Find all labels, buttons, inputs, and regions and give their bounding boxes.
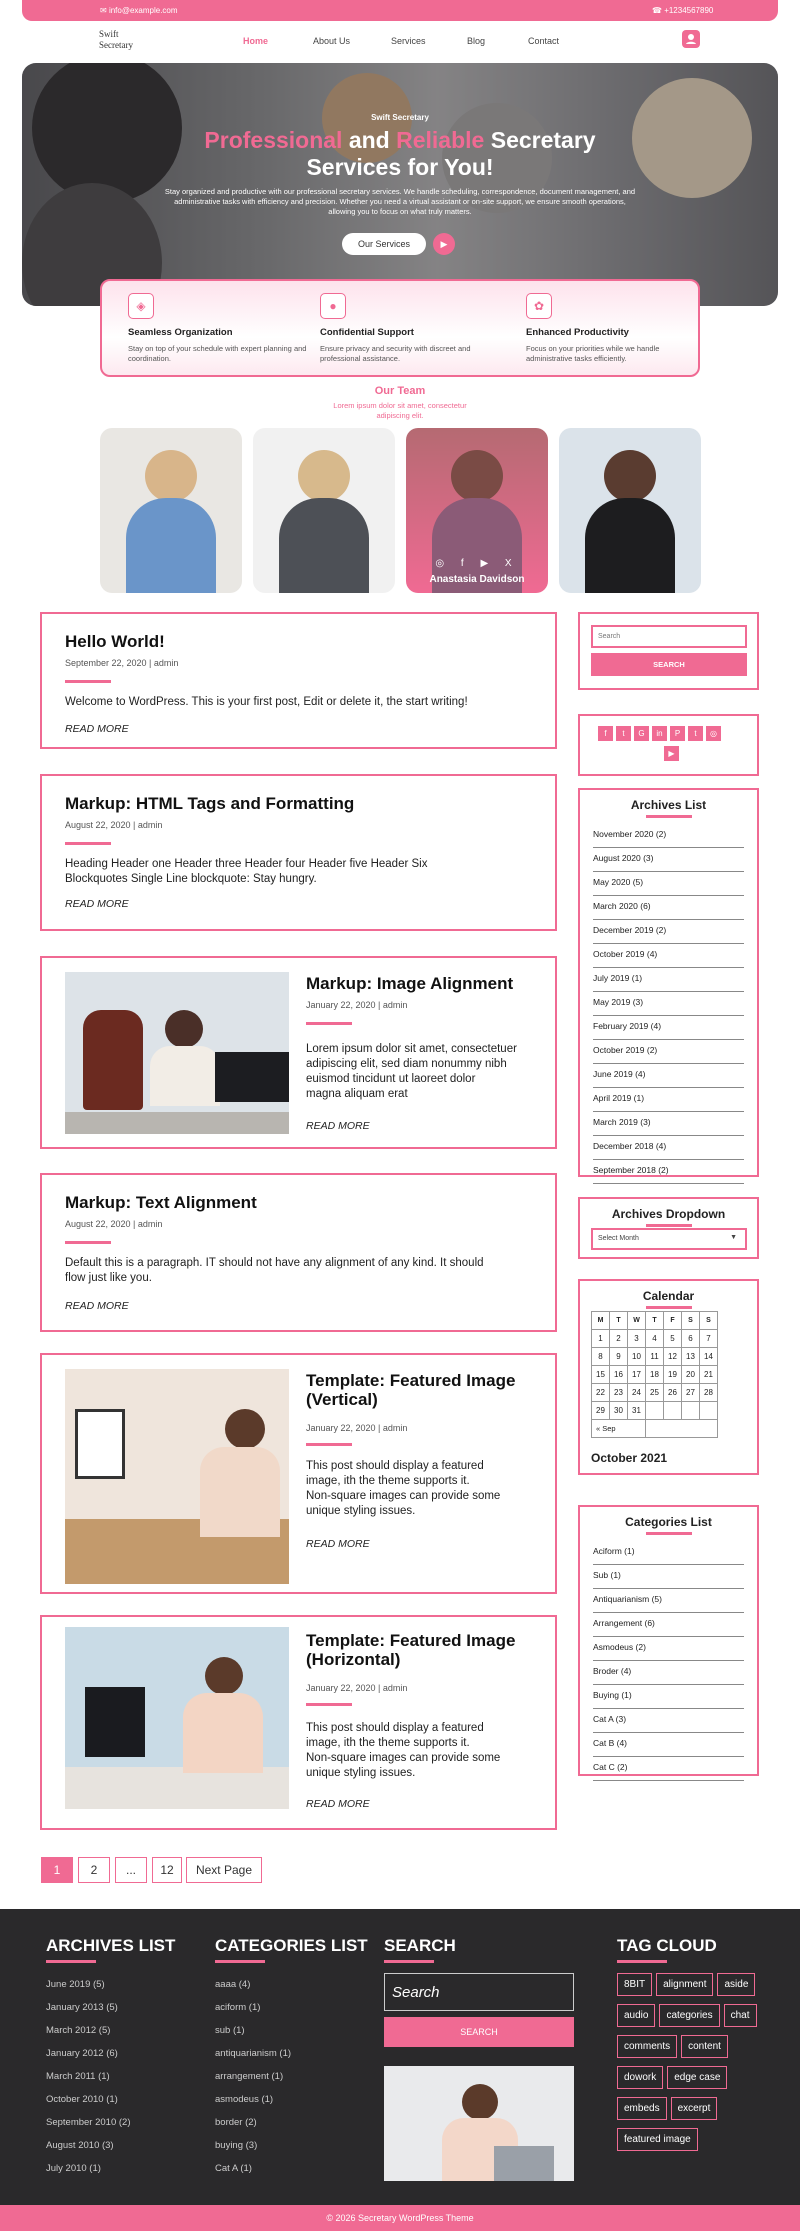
logo-line2: Secretary	[99, 40, 133, 50]
calendar-day: 31	[628, 1402, 646, 1420]
post-excerpt-line: This post should display a featured	[306, 1460, 484, 1472]
sidebar-archives	[578, 788, 759, 1177]
calendar-day	[664, 1402, 682, 1420]
team-photo	[451, 450, 503, 502]
footer-category-link[interactable]: aaaa (4)	[215, 1979, 251, 1990]
calendar-day: 12	[664, 1348, 682, 1366]
calendar-day: 17	[628, 1366, 646, 1384]
footer-tags	[617, 1936, 777, 2159]
feature-desc: Stay on top of your schedule with expert planning and coordination.	[128, 344, 307, 363]
title-underline	[65, 680, 111, 683]
tag-link[interactable]: aside	[717, 1973, 755, 1996]
category-link[interactable]: Sub (1)	[593, 1565, 744, 1589]
calendar-day: 2	[610, 1330, 628, 1348]
archive-link[interactable]: April 2019 (1)	[593, 1088, 744, 1112]
tumblr-icon[interactable]: t	[688, 726, 703, 741]
chevron-down-icon: ▼	[730, 1234, 737, 1241]
calendar-week-row	[592, 1402, 718, 1420]
post-excerpt-line: Non-square images can provide some	[306, 1490, 501, 1502]
widget-title: Calendar	[642, 1289, 695, 1303]
tag-link[interactable]: embeds	[617, 2097, 667, 2120]
calendar-day: 11	[646, 1348, 664, 1366]
post-excerpt	[306, 1459, 500, 1519]
tag-cloud	[617, 1973, 777, 2159]
copyright-text: © 2026 Secretary WordPress Theme	[0, 2205, 800, 2231]
post-image[interactable]	[65, 972, 289, 1134]
category-link[interactable]: Arrangement (6)	[593, 1613, 744, 1637]
hero-title-pink: Reliable	[396, 127, 485, 153]
category-link[interactable]: Asmodeus (2)	[593, 1637, 744, 1661]
footer-archives	[46, 1936, 175, 2180]
calendar-day-header: F	[664, 1312, 682, 1330]
archive-link[interactable]: February 2019 (4)	[593, 1016, 744, 1040]
social-icons[interactable]: ◎ f ▶ X	[435, 558, 519, 569]
archive-link[interactable]: September 2018 (2)	[593, 1160, 744, 1184]
team-heading: Our Team	[374, 385, 426, 397]
footer-archive-link[interactable]: March 2011 (1)	[46, 2071, 110, 2082]
footer-category-link[interactable]: asmodeus (1)	[215, 2094, 274, 2105]
phone-link[interactable]: ☎ +1234567890	[652, 6, 714, 15]
calendar-day: 19	[664, 1366, 682, 1384]
post-title[interactable]: Hello World!	[65, 632, 165, 651]
footer-category-link[interactable]: border (2)	[215, 2117, 257, 2128]
google-plus-icon[interactable]: G	[634, 726, 649, 741]
post-title-line: Template: Featured Image	[306, 1631, 516, 1650]
team-subtitle-line: adipiscing elit.	[376, 411, 424, 420]
post-excerpt-line: Blockquotes Single Line blockquote: Stay hungry.	[65, 873, 317, 885]
post-card	[40, 1353, 557, 1594]
calendar-day: 25	[646, 1384, 664, 1402]
page-1-button[interactable]: 1	[41, 1857, 73, 1883]
calendar-day: 5	[664, 1330, 682, 1348]
read-more-link[interactable]: READ MORE	[306, 1798, 370, 1810]
features-box	[100, 279, 700, 377]
pinterest-icon[interactable]: P	[670, 726, 685, 741]
post-excerpt-line: magna aliquam erat	[306, 1088, 408, 1100]
category-link[interactable]: Antiquarianism (5)	[593, 1589, 744, 1613]
footer-heading: TAG CLOUD	[617, 1936, 717, 1955]
team-photo	[126, 498, 216, 593]
tag-link[interactable]: alignment	[656, 1973, 713, 1996]
team-photo	[298, 450, 350, 502]
post-excerpt-line: adipiscing elit, sed diam nonummy nibh	[306, 1058, 507, 1070]
nav-about[interactable]: About Us	[313, 36, 351, 46]
footer-archives-list	[46, 1973, 175, 2180]
post-title-line: Template: Featured Image	[306, 1371, 516, 1390]
team-card-featured[interactable]	[406, 428, 548, 593]
calendar-day: 30	[610, 1402, 628, 1420]
post-title[interactable]	[306, 1631, 515, 1669]
footer-image	[384, 2066, 574, 2181]
widget-title: Categories List	[625, 1515, 712, 1529]
sidebar-search	[578, 612, 759, 690]
feature-desc: Focus on your priorities while we handle administrative tasks efficiently.	[526, 344, 660, 363]
calendar-week-row	[592, 1384, 718, 1402]
site-logo[interactable]	[99, 29, 133, 51]
team-member-name: Anastasia Davidson	[429, 574, 525, 585]
calendar-day-header: T	[646, 1312, 664, 1330]
post-excerpt-line: image, ith the theme supports it.	[306, 1737, 470, 1749]
footer-category-link[interactable]: Cat A (1)	[215, 2163, 252, 2174]
team-card[interactable]	[100, 428, 242, 593]
hero-title-rest: Secretary	[490, 127, 596, 153]
calendar-day: 29	[592, 1402, 610, 1420]
post-excerpt	[306, 1042, 517, 1102]
hero-title-and: and	[348, 127, 390, 153]
archive-link[interactable]: May 2020 (5)	[593, 872, 744, 896]
play-icon[interactable]: ▶	[433, 233, 455, 255]
footer-category-link[interactable]: sub (1)	[215, 2025, 245, 2036]
top-bar	[22, 0, 778, 21]
nav-blog[interactable]: Blog	[467, 36, 486, 46]
calendar-day-header: M	[592, 1312, 610, 1330]
footer-archive-link[interactable]: January 2012 (6)	[46, 2048, 118, 2059]
calendar-day: 23	[610, 1384, 628, 1402]
our-services-button[interactable]: Our Services	[342, 233, 426, 255]
footer-archive-link[interactable]: March 2012 (5)	[46, 2025, 111, 2036]
layers-icon: ◈	[128, 293, 154, 319]
calendar-day: 9	[610, 1348, 628, 1366]
footer-archive-link[interactable]: September 2010 (2)	[46, 2117, 131, 2128]
hero-subtitle: Swift Secretary	[371, 113, 429, 122]
email-link[interactable]: ✉ info@example.com	[100, 6, 178, 15]
post-title[interactable]: Markup: HTML Tags and Formatting	[65, 794, 355, 813]
footer-categories-list	[215, 1973, 368, 2180]
calendar-week-row	[592, 1348, 718, 1366]
page-2-button[interactable]: 2	[78, 1857, 110, 1883]
tag-link[interactable]: edge case	[667, 2066, 727, 2089]
sidebar-categories	[578, 1505, 759, 1776]
tag-link[interactable]: comments	[617, 2035, 677, 2058]
sidebar-calendar	[578, 1279, 759, 1475]
gear-icon: ✿	[526, 293, 552, 319]
hero-overlay	[22, 63, 778, 306]
footer-heading: SEARCH	[384, 1936, 456, 1955]
instagram-icon[interactable]: ◎	[706, 726, 721, 741]
nav-home[interactable]: Home	[243, 36, 269, 46]
post-image[interactable]	[65, 1369, 289, 1584]
widget-underline	[646, 815, 692, 818]
widget-underline	[646, 1532, 692, 1535]
archive-link[interactable]: March 2019 (3)	[593, 1112, 744, 1136]
post-meta: January 22, 2020 | admin	[306, 1000, 408, 1010]
post-excerpt-line: Default this is a paragraph. IT should not have any alignment of any kind. It should	[65, 1257, 484, 1269]
category-link[interactable]: Aciform (1)	[593, 1541, 744, 1565]
page-ellipsis: ...	[115, 1857, 147, 1883]
post-title[interactable]: Markup: Image Alignment	[306, 974, 514, 993]
calendar-prev-link[interactable]: « Sep	[592, 1420, 646, 1438]
archive-link[interactable]: November 2020 (2)	[593, 824, 744, 848]
hero-banner	[22, 63, 778, 306]
email-text: info@example.com	[108, 6, 178, 15]
title-underline	[306, 1022, 352, 1025]
post-meta: January 22, 2020 | admin	[306, 1683, 408, 1693]
calendar-header-row	[592, 1312, 718, 1330]
footer-categories	[215, 1936, 368, 2180]
calendar-day-header: S	[700, 1312, 718, 1330]
post-card	[40, 1173, 557, 1332]
calendar-day: 24	[628, 1384, 646, 1402]
post-excerpt-line: image, ith the theme supports it.	[306, 1475, 470, 1487]
youtube-icon[interactable]: ▶	[664, 746, 679, 761]
archive-link[interactable]: March 2020 (6)	[593, 896, 744, 920]
footer-archive-link[interactable]: July 2010 (1)	[46, 2163, 101, 2174]
read-more-link[interactable]: READ MORE	[65, 723, 129, 735]
footer-category-link[interactable]: antiquarianism (1)	[215, 2048, 292, 2059]
archives-list	[580, 824, 757, 1184]
post-meta: September 22, 2020 | admin	[65, 658, 179, 668]
feature-title: Seamless Organization	[128, 327, 233, 338]
post-excerpt-line: This post should display a featured	[306, 1722, 484, 1734]
read-more-link[interactable]: READ MORE	[65, 898, 129, 910]
category-link[interactable]: Broder (4)	[593, 1661, 744, 1685]
post-excerpt	[65, 857, 427, 887]
footer-underline	[617, 1960, 667, 1963]
calendar-month: October 2021	[591, 1451, 668, 1465]
team-photo	[145, 450, 197, 502]
widget-title: Archives List	[630, 798, 707, 812]
archive-link[interactable]: December 2019 (2)	[593, 920, 744, 944]
team-card[interactable]	[253, 428, 395, 593]
title-underline	[65, 842, 111, 845]
tag-link[interactable]: 8BIT	[617, 1973, 652, 1996]
page-12-button[interactable]: 12	[152, 1857, 182, 1883]
user-icon[interactable]	[682, 30, 700, 48]
calendar-day: 21	[700, 1366, 718, 1384]
tag-link[interactable]: featured image	[617, 2128, 698, 2151]
calendar-day: 15	[592, 1366, 610, 1384]
title-underline	[306, 1703, 352, 1706]
post-excerpt-line: flow just like you.	[65, 1272, 152, 1284]
post-meta: August 22, 2020 | admin	[65, 1219, 163, 1229]
footer-heading: ARCHIVES LIST	[46, 1936, 176, 1955]
footer-archive-link[interactable]: June 2019 (5)	[46, 1979, 105, 1990]
post-excerpt	[65, 1256, 484, 1286]
hero-description: Stay organized and productive with our professional secretary services. We handle scheduling, correspondence, document management, and administrative tasks with efficiency and precision. Whether you need a virtual assistant or on-site support, we ensure smooth operations, allowing you to focus on what truly matters.	[164, 187, 636, 216]
post-excerpt-line: Non-square images can provide some	[306, 1752, 501, 1764]
category-link[interactable]: Cat A (3)	[593, 1709, 744, 1733]
team-photo	[604, 450, 656, 502]
feature-desc: Ensure privacy and security with discreet and professional assistance.	[320, 344, 471, 363]
archive-link[interactable]: October 2019 (4)	[593, 944, 744, 968]
post-title-line: (Vertical)	[306, 1390, 378, 1409]
post-title[interactable]: Markup: Text Alignment	[65, 1193, 257, 1212]
title-underline	[306, 1443, 352, 1446]
calendar-day	[682, 1402, 700, 1420]
facebook-icon[interactable]: f	[598, 726, 613, 741]
footer-underline	[46, 1960, 96, 1963]
tag-link[interactable]: categories	[659, 2004, 719, 2027]
calendar-day-header: W	[628, 1312, 646, 1330]
team-subtitle	[0, 401, 800, 421]
sidebar-social	[578, 714, 759, 776]
calendar-day: 8	[592, 1348, 610, 1366]
categories-list	[580, 1541, 757, 1781]
post-card	[40, 774, 557, 931]
archive-link[interactable]: August 2020 (3)	[593, 848, 744, 872]
widget-underline	[646, 1306, 692, 1309]
feature-item	[526, 293, 706, 364]
calendar-day: 10	[628, 1348, 646, 1366]
calendar-day-header: T	[610, 1312, 628, 1330]
logo-line1: Swift	[99, 29, 119, 39]
tag-link[interactable]: content	[681, 2035, 728, 2058]
calendar-day: 16	[610, 1366, 628, 1384]
feature-item	[320, 293, 500, 364]
tag-link[interactable]: excerpt	[671, 2097, 718, 2120]
read-more-link[interactable]: READ MORE	[65, 1300, 129, 1312]
calendar-day	[700, 1402, 718, 1420]
feature-title: Enhanced Productivity	[526, 327, 629, 338]
calendar-day: 1	[592, 1330, 610, 1348]
nav-contact[interactable]: Contact	[528, 36, 560, 46]
phone-text: +1234567890	[664, 6, 714, 15]
post-title[interactable]	[306, 1371, 515, 1409]
footer-category-link[interactable]: aciform (1)	[215, 2002, 261, 2013]
social-icons	[598, 725, 743, 762]
calendar-nav-empty	[646, 1420, 718, 1438]
calendar-day: 18	[646, 1366, 664, 1384]
widget-underline	[646, 1224, 692, 1227]
post-excerpt-line: euismod tincidunt ut laoreet dolor	[306, 1073, 476, 1085]
twitter-icon[interactable]: t	[616, 726, 631, 741]
footer-search	[384, 1936, 574, 2181]
archive-link[interactable]: May 2019 (3)	[593, 992, 744, 1016]
calendar-day-header: S	[682, 1312, 700, 1330]
sidebar-search-button[interactable]: SEARCH	[591, 653, 747, 676]
footer	[0, 1909, 800, 2205]
tag-link[interactable]: chat	[724, 2004, 757, 2027]
team-card[interactable]	[559, 428, 701, 593]
calendar-day	[646, 1402, 664, 1420]
post-excerpt-line: unique styling issues.	[306, 1505, 416, 1517]
post-excerpt: Welcome to WordPress. This is your first post, Edit or delete it, the start writing!	[65, 696, 468, 708]
post-meta: January 22, 2020 | admin	[306, 1423, 408, 1433]
linkedin-icon[interactable]: in	[652, 726, 667, 741]
archive-link[interactable]: October 2019 (2)	[593, 1040, 744, 1064]
tag-link[interactable]: dowork	[617, 2066, 663, 2089]
calendar-day: 7	[700, 1330, 718, 1348]
post-excerpt-line: Heading Header one Header three Header four Header five Header Six	[65, 858, 428, 870]
archive-link[interactable]: December 2018 (4)	[593, 1136, 744, 1160]
footer-category-link[interactable]: arrangement (1)	[215, 2071, 284, 2082]
calendar-week-row	[592, 1330, 718, 1348]
category-link[interactable]: Cat B (4)	[593, 1733, 744, 1757]
calendar-day: 13	[682, 1348, 700, 1366]
footer-archive-link[interactable]: January 2013 (5)	[46, 2002, 118, 2013]
calendar-day: 6	[682, 1330, 700, 1348]
calendar-day: 22	[592, 1384, 610, 1402]
calendar-day: 20	[682, 1366, 700, 1384]
nav-services[interactable]: Services	[391, 36, 426, 46]
post-excerpt	[306, 1721, 500, 1781]
calendar-day: 26	[664, 1384, 682, 1402]
team-photo	[585, 498, 675, 593]
post-title-line: (Horizontal)	[306, 1650, 401, 1669]
tag-link[interactable]: audio	[617, 2004, 655, 2027]
sidebar-archives-dropdown	[578, 1197, 759, 1259]
calendar-day: 14	[700, 1348, 718, 1366]
calendar-table	[591, 1311, 718, 1438]
category-link[interactable]: Cat C (2)	[593, 1757, 744, 1781]
hero-title-line2: Services for You!	[306, 154, 494, 180]
select-value: Select Month	[598, 1235, 639, 1242]
post-image[interactable]	[65, 1627, 289, 1809]
footer-underline	[384, 1960, 434, 1963]
archives-select[interactable]	[591, 1228, 747, 1250]
footer-archive-link[interactable]: August 2010 (3)	[46, 2140, 114, 2151]
read-more-link[interactable]: READ MORE	[306, 1120, 370, 1132]
sidebar-search-input[interactable]: Search	[591, 625, 747, 648]
team-photo	[279, 498, 369, 593]
calendar-week-row	[592, 1366, 718, 1384]
feature-title: Confidential Support	[320, 327, 414, 338]
hero-title	[22, 127, 778, 181]
footer-category-link[interactable]: buying (3)	[215, 2140, 258, 2151]
widget-title: Archives Dropdown	[611, 1207, 726, 1221]
post-card	[40, 612, 557, 749]
category-link[interactable]: Buying (1)	[593, 1685, 744, 1709]
next-page-button[interactable]: Next Page	[186, 1857, 262, 1883]
post-card	[40, 956, 557, 1149]
archive-link[interactable]: July 2019 (1)	[593, 968, 744, 992]
post-meta: August 22, 2020 | admin	[65, 820, 163, 830]
title-underline	[65, 1241, 111, 1244]
archive-link[interactable]: June 2019 (4)	[593, 1064, 744, 1088]
read-more-link[interactable]: READ MORE	[306, 1538, 370, 1550]
post-excerpt-line: Lorem ipsum dolor sit amet, consectetuer	[306, 1043, 517, 1055]
post-card	[40, 1615, 557, 1830]
user-icon: ●	[320, 293, 346, 319]
footer-search-input[interactable]: Search	[384, 1973, 574, 2011]
hero-title-pink: Professional	[204, 127, 343, 153]
calendar-day: 28	[700, 1384, 718, 1402]
calendar-day: 3	[628, 1330, 646, 1348]
calendar-nav-row	[592, 1420, 718, 1438]
post-excerpt-line: unique styling issues.	[306, 1767, 416, 1779]
feature-item	[128, 293, 308, 364]
calendar-day: 27	[682, 1384, 700, 1402]
calendar-day: 4	[646, 1330, 664, 1348]
footer-archive-link[interactable]: October 2010 (1)	[46, 2094, 118, 2105]
team-subtitle-line: Lorem ipsum dolor sit amet, consectetur	[333, 401, 467, 410]
footer-heading: CATEGORIES LIST	[215, 1936, 368, 1955]
footer-underline	[215, 1960, 265, 1963]
footer-search-button[interactable]: SEARCH	[384, 2017, 574, 2047]
